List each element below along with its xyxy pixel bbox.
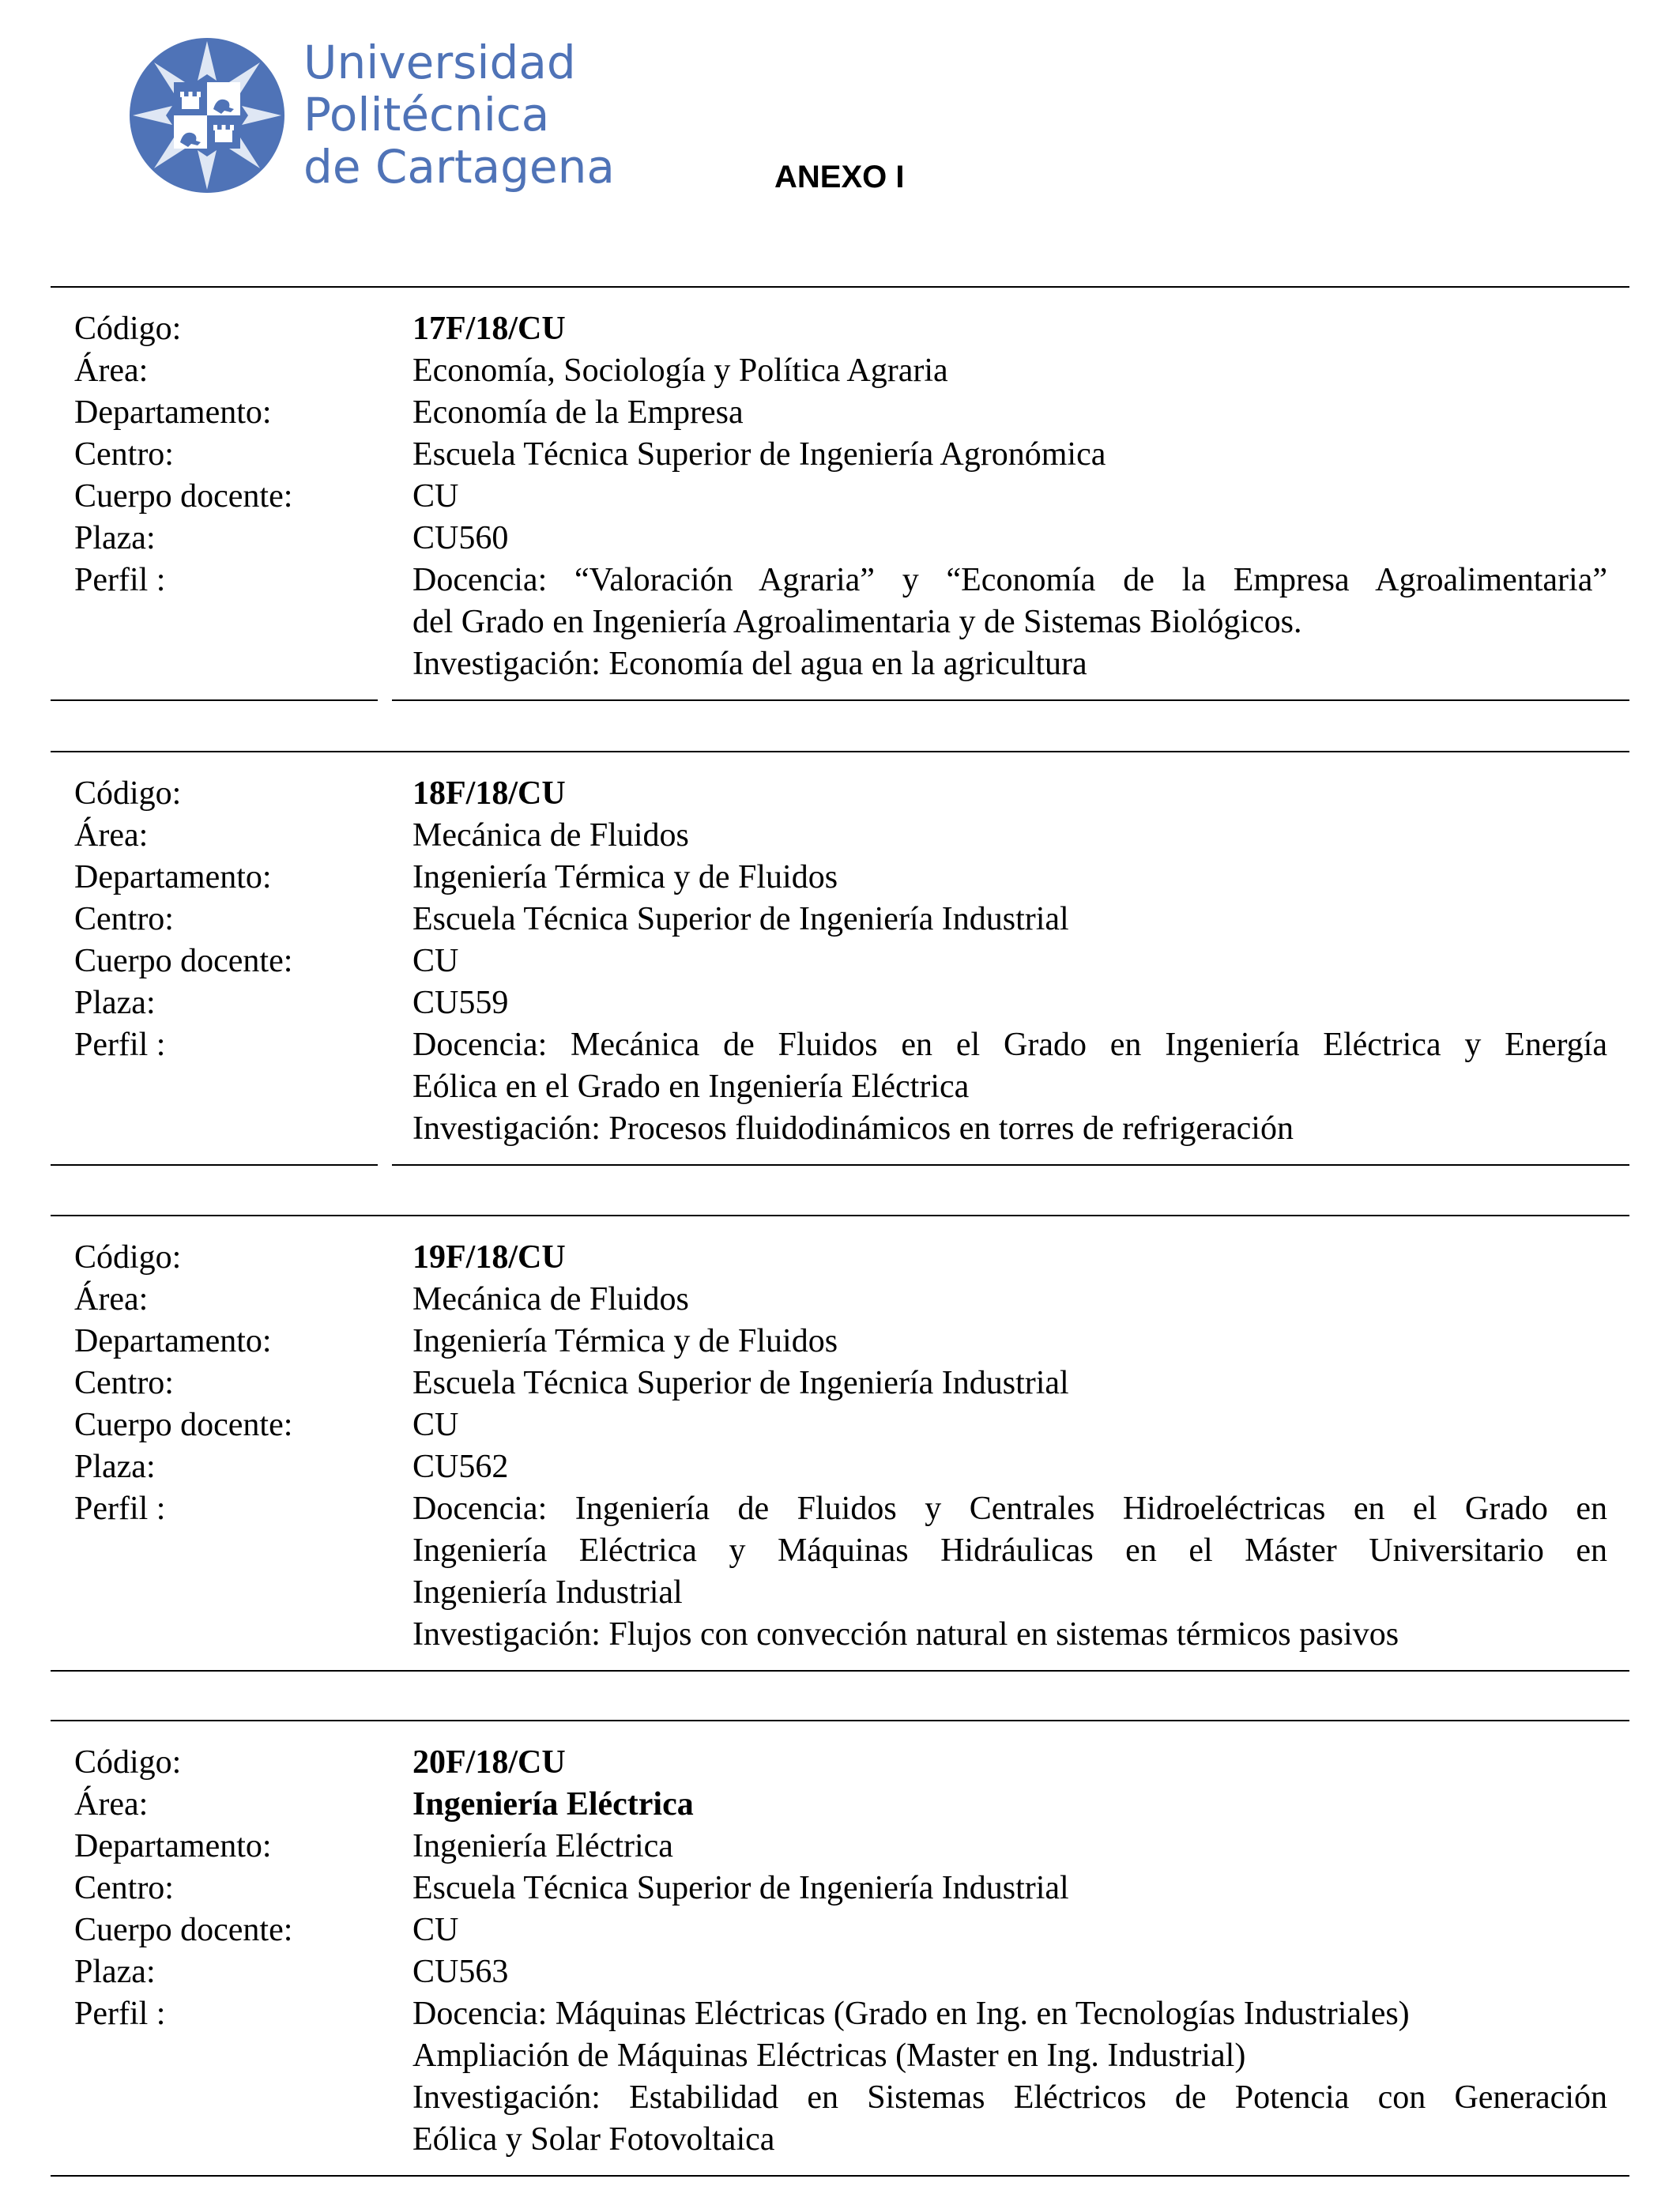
- area-label: Área:: [74, 817, 149, 854]
- codigo-value: 19F/18/CU: [412, 1239, 566, 1276]
- logo-line-3: de Cartagena: [303, 140, 615, 194]
- cuerpo-value: CU: [412, 1912, 459, 1948]
- centro-value: Escuela Técnica Superior de Ingeniería Industrial: [412, 1365, 1069, 1401]
- plaza-label: Plaza:: [74, 985, 156, 1021]
- centro-label: Centro:: [74, 901, 174, 937]
- area-value: Economía, Sociología y Política Agraria: [412, 352, 948, 389]
- divider: [51, 2175, 1629, 2177]
- codigo-value: 18F/18/CU: [412, 775, 566, 812]
- area-label: Área:: [74, 1281, 149, 1318]
- logo-line-2: Politécnica: [303, 88, 550, 141]
- plaza-value: CU559: [412, 985, 509, 1021]
- plaza-value: CU560: [412, 520, 509, 556]
- area-row: [51, 350, 1629, 392]
- perfil-label: Perfil :: [74, 1027, 166, 1063]
- plaza-row: [51, 1446, 1629, 1488]
- area-row: [51, 1784, 1629, 1826]
- perfil-line: Investigación: Flujos con convección natural en sistemas térmicos pasivos: [412, 1616, 1399, 1653]
- plaza-label: Plaza:: [74, 1954, 156, 1990]
- perfil-line: Docencia: Ingeniería de Fluidos y Centrales Hidroeléctricas en el Grado en: [412, 1491, 1607, 1527]
- perfil-row: [51, 2035, 1629, 2077]
- divider: [51, 1670, 1629, 1672]
- perfil-row: [51, 1572, 1629, 1614]
- codigo-label: Código:: [74, 1744, 182, 1781]
- centro-value: Escuela Técnica Superior de Ingeniería Industrial: [412, 901, 1069, 937]
- codigo-label: Código:: [74, 775, 182, 812]
- university-emblem-icon: [128, 36, 286, 194]
- perfil-line: Investigación: Procesos fluidodinámicos en torres de refrigeración: [412, 1110, 1294, 1147]
- cuerpo-value: CU: [412, 943, 459, 979]
- cuerpo-row: [51, 476, 1629, 518]
- perfil-row: [51, 1024, 1629, 1066]
- departamento-value: Ingeniería Térmica y de Fluidos: [412, 859, 838, 895]
- perfil-line: Ampliación de Máquinas Eléctricas (Master en Ing. Industrial): [412, 2038, 1246, 2074]
- perfil-line: Docencia: Máquinas Eléctricas (Grado en Ing. en Tecnologías Industriales): [412, 1996, 1410, 2032]
- centro-row: [51, 899, 1629, 941]
- centro-value: Escuela Técnica Superior de Ingeniería Agronómica: [412, 436, 1106, 473]
- departamento-row: [51, 1826, 1629, 1868]
- departamento-label: Departamento:: [74, 394, 272, 431]
- plaza-row: [51, 982, 1629, 1024]
- codigo-label: Código:: [74, 311, 182, 347]
- plaza-value: CU562: [412, 1449, 509, 1485]
- cuerpo-value: CU: [412, 1407, 459, 1443]
- perfil-line: del Grado en Ingeniería Agroalimentaria y de Sistemas Biológicos.: [412, 604, 1302, 640]
- codigo-value: 17F/18/CU: [412, 311, 566, 347]
- perfil-row: [51, 1993, 1629, 2035]
- perfil-line: Eólica y Solar Fotovoltaica: [412, 2121, 775, 2158]
- university-name: [303, 36, 615, 193]
- area-row: [51, 1279, 1629, 1321]
- centro-label: Centro:: [74, 1870, 174, 1906]
- cuerpo-label: Cuerpo docente:: [74, 943, 293, 979]
- cuerpo-row: [51, 1404, 1629, 1446]
- departamento-value: Ingeniería Eléctrica: [412, 1828, 673, 1864]
- perfil-label: Perfil :: [74, 562, 166, 598]
- perfil-row: [51, 1488, 1629, 1530]
- plaza-label: Plaza:: [74, 520, 156, 556]
- perfil-label: Perfil :: [74, 1491, 166, 1527]
- area-label: Área:: [74, 352, 149, 389]
- perfil-row: [51, 1108, 1629, 1150]
- centro-row: [51, 434, 1629, 476]
- departamento-row: [51, 857, 1629, 899]
- divider: [51, 751, 1629, 752]
- perfil-row: [51, 2119, 1629, 2161]
- departamento-row: [51, 1321, 1629, 1363]
- perfil-row: [51, 560, 1629, 601]
- cuerpo-value: CU: [412, 478, 459, 515]
- centro-label: Centro:: [74, 1365, 174, 1401]
- plaza-value: CU563: [412, 1954, 509, 1990]
- perfil-line: Docencia: “Valoración Agraria” y “Economía de la Empresa Agroalimentaria”: [412, 562, 1607, 598]
- departamento-label: Departamento:: [74, 1323, 272, 1359]
- codigo-value: 20F/18/CU: [412, 1744, 566, 1781]
- area-value: Mecánica de Fluidos: [412, 1281, 689, 1318]
- perfil-row: [51, 1530, 1629, 1572]
- codigo-row: [51, 308, 1629, 350]
- area-row: [51, 815, 1629, 857]
- centro-label: Centro:: [74, 436, 174, 473]
- logo-line-1: Universidad: [303, 36, 576, 89]
- area-value: Mecánica de Fluidos: [412, 817, 689, 854]
- cuerpo-label: Cuerpo docente:: [74, 1407, 293, 1443]
- centro-value: Escuela Técnica Superior de Ingeniería Industrial: [412, 1870, 1069, 1906]
- perfil-line: Investigación: Estabilidad en Sistemas Eléctricos de Potencia con Generación: [412, 2079, 1607, 2116]
- perfil-row: [51, 1614, 1629, 1656]
- cuerpo-label: Cuerpo docente:: [74, 1912, 293, 1948]
- perfil-line: Ingeniería Eléctrica y Máquinas Hidráulicas en el Máster Universitario en: [412, 1532, 1607, 1569]
- codigo-row: [51, 773, 1629, 815]
- area-value: Ingeniería Eléctrica: [412, 1786, 694, 1823]
- codigo-row: [51, 1237, 1629, 1279]
- plaza-row: [51, 518, 1629, 560]
- cuerpo-row: [51, 941, 1629, 982]
- divider: [51, 286, 1629, 288]
- cuerpo-label: Cuerpo docente:: [74, 478, 293, 515]
- university-logo: [128, 36, 618, 202]
- departamento-value: Ingeniería Térmica y de Fluidos: [412, 1323, 838, 1359]
- perfil-line: Eólica en el Grado en Ingeniería Eléctrica: [412, 1069, 970, 1105]
- perfil-label: Perfil :: [74, 1996, 166, 2032]
- codigo-row: [51, 1742, 1629, 1784]
- perfil-row: [51, 2077, 1629, 2119]
- perfil-line: Docencia: Mecánica de Fluidos en el Grado en Ingeniería Eléctrica y Energía: [412, 1027, 1607, 1063]
- perfil-row: [51, 601, 1629, 643]
- perfil-row: [51, 1066, 1629, 1108]
- centro-row: [51, 1868, 1629, 1909]
- departamento-value: Economía de la Empresa: [412, 394, 744, 431]
- centro-row: [51, 1363, 1629, 1404]
- perfil-row: [51, 643, 1629, 685]
- divider: [51, 1720, 1629, 1721]
- divider: [51, 1215, 1629, 1216]
- departamento-label: Departamento:: [74, 1828, 272, 1864]
- cuerpo-row: [51, 1909, 1629, 1951]
- plaza-row: [51, 1951, 1629, 1993]
- area-label: Área:: [74, 1786, 149, 1823]
- perfil-line: Ingeniería Industrial: [412, 1574, 683, 1611]
- departamento-row: [51, 392, 1629, 434]
- page-title: ANEXO I: [774, 160, 905, 194]
- codigo-label: Código:: [74, 1239, 182, 1276]
- departamento-label: Departamento:: [74, 859, 272, 895]
- plaza-label: Plaza:: [74, 1449, 156, 1485]
- perfil-line: Investigación: Economía del agua en la agricultura: [412, 646, 1087, 682]
